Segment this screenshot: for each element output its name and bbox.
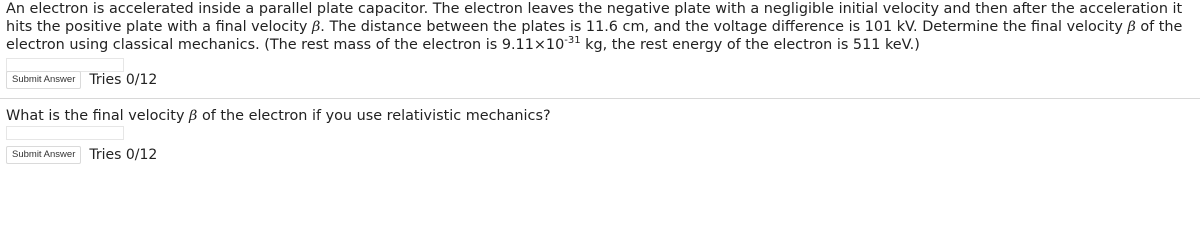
answer-input-2[interactable] [6, 126, 124, 140]
submit-answer-button-1[interactable]: Submit Answer [6, 71, 81, 89]
submit-row-1 [6, 70, 157, 90]
question-1-text-part: An electron is accelerated inside a parallel plate capacitor. The electron leaves the negative plate with a negligible initial velocity and then after the acceleration it hits the positive plate with a final velocity [6, 1, 1183, 35]
tries-counter-2: Tries 0/12 [89, 147, 158, 163]
beta-symbol: β [189, 108, 198, 124]
tries-counter-1: Tries 0/12 [89, 72, 158, 88]
question-1-text-part: . The distance between the plates is 11.6 cm, and the voltage difference is 101 kV. Determine the final velocity [320, 19, 1128, 35]
exponent: -31 [564, 35, 581, 46]
submit-row-2 [6, 145, 157, 165]
beta-symbol: β [311, 19, 321, 35]
question-1-text-part: of the electron using classical mechanics. (The rest mass of the electron is 9.11×10 [6, 19, 1183, 53]
question-2-text-part: of the electron if you use relativistic mechanics? [197, 108, 551, 124]
question-1-text [6, 0, 1196, 54]
section-divider [0, 98, 1200, 99]
question-2-text [6, 107, 551, 125]
submit-answer-button-2[interactable]: Submit Answer [6, 146, 81, 164]
question-1-text-part: kg, the rest energy of the electron is 511 keV.) [580, 37, 920, 53]
question-2-text-part: What is the final velocity [6, 108, 190, 124]
beta-symbol: β [1127, 19, 1136, 35]
